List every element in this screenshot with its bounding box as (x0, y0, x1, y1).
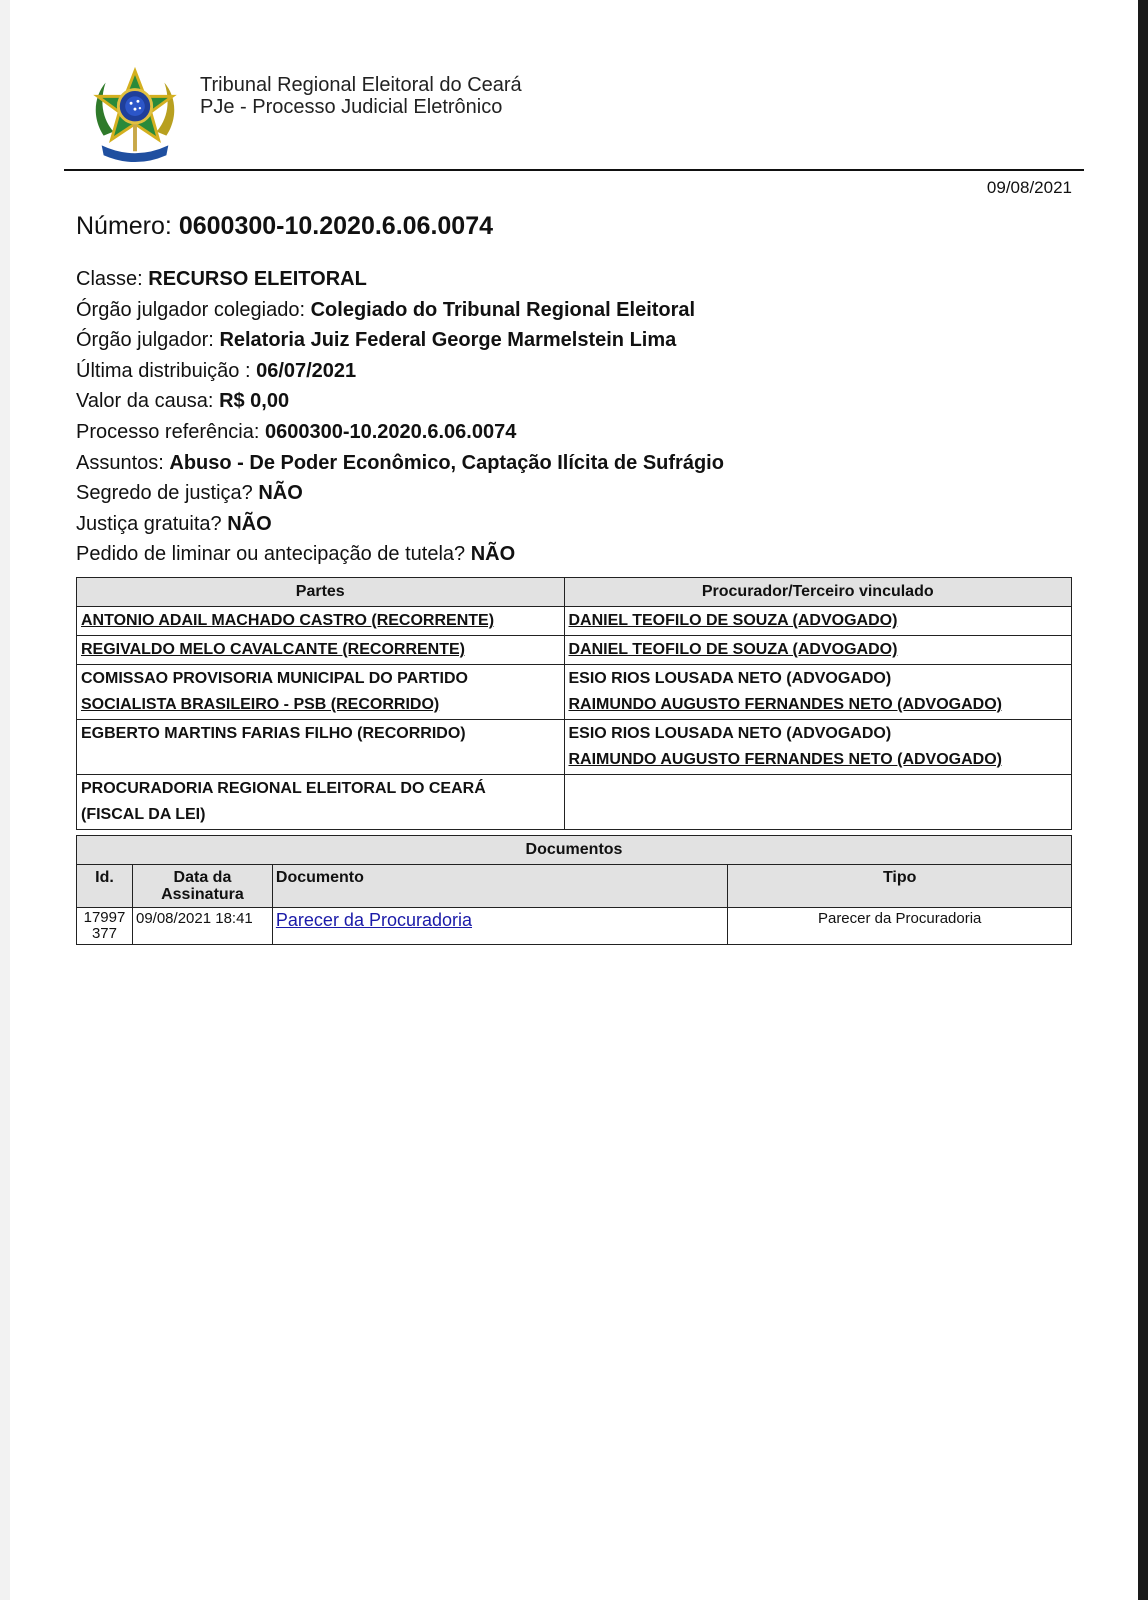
document-type: Parecer da Procuradoria (728, 908, 1072, 945)
page-right-edge (1138, 0, 1148, 1600)
process-number (76, 212, 493, 241)
field-value: Abuso - De Poder Econômico, Captação Ilícita de Sufrágio (169, 451, 724, 474)
field-label: Classe: (76, 268, 143, 290)
org-line-tribunal: Tribunal Regional Eleitoral do Ceará (200, 74, 522, 96)
field-valor-causa (76, 386, 1076, 417)
attorney-cell (564, 607, 1072, 636)
org-line-pje: PJe - Processo Judicial Eletrônico (200, 96, 503, 118)
field-pedido-liminar (76, 539, 1076, 570)
party-name: PROCURADORIA REGIONAL ELEITORAL DO CEARÁ (81, 780, 486, 797)
document-link[interactable]: Parecer da Procuradoria (275, 910, 473, 930)
table-row (77, 775, 1072, 830)
field-label: Segredo de justiça? (76, 482, 253, 505)
organization-name (200, 74, 522, 118)
parties-table (76, 577, 1072, 830)
field-value: Relatoria Juiz Federal George Marmelstein Lima (219, 329, 677, 352)
attorney-cell-empty (564, 775, 1072, 830)
party-name-cont: (FISCAL DA LEI) (81, 806, 206, 823)
table-row (77, 607, 1072, 636)
attorney-cell (564, 720, 1072, 775)
table-row (77, 636, 1072, 665)
field-assuntos (76, 448, 1076, 479)
party-cell (77, 636, 565, 665)
attorney-name: ESIO RIOS LOUSADA NETO (ADVOGADO) (568, 670, 892, 687)
field-value: 06/07/2021 (256, 359, 357, 382)
col-data-line2: Assinatura (161, 886, 244, 903)
field-label: Órgão julgador colegiado: (76, 298, 306, 321)
field-classe (76, 264, 1076, 295)
party-cell (77, 607, 565, 636)
field-label: Pedido de liminar ou antecipação de tutela? (76, 543, 466, 566)
party-name: ANTONIO ADAIL MACHADO CASTRO (RECORRENTE) (81, 612, 495, 629)
process-number-label: Número: (76, 212, 172, 240)
field-processo-referencia (76, 417, 1076, 448)
attorney-header: Procurador/Terceiro vinculado (564, 578, 1072, 607)
header-divider (64, 169, 1084, 171)
document-cell (272, 908, 727, 945)
col-data-assinatura (132, 865, 272, 908)
party-cell (77, 775, 565, 830)
attorney-name: RAIMUNDO AUGUSTO FERNANDES NETO (ADVOGADO) (568, 751, 1002, 768)
party-name: REGIVALDO MELO CAVALCANTE (RECORRENTE) (81, 641, 465, 658)
party-cell (77, 665, 565, 720)
document-id (77, 908, 133, 945)
brazil-coat-of-arms-icon (86, 66, 184, 166)
table-row (77, 720, 1072, 775)
field-label: Justiça gratuita? (76, 512, 222, 535)
col-documento: Documento (272, 865, 727, 908)
attorney-cell (564, 665, 1072, 720)
field-value: 0600300-10.2020.6.06.0074 (264, 420, 517, 443)
parties-header: Partes (77, 578, 565, 607)
field-label: Assuntos: (76, 451, 164, 474)
col-id: Id. (77, 865, 133, 908)
document-date: 09/08/2021 (986, 178, 1072, 197)
field-value: NÃO (470, 543, 516, 566)
attorney-name: DANIEL TEOFILO DE SOUZA (ADVOGADO) (568, 641, 898, 658)
field-value: NÃO (258, 482, 303, 505)
attorney-name: RAIMUNDO AUGUSTO FERNANDES NETO (ADVOGADO) (568, 696, 1002, 713)
attorney-cell (564, 636, 1072, 665)
document-id-line1: 17997 (83, 909, 126, 926)
field-value: Colegiado do Tribunal Regional Eleitoral (310, 298, 696, 321)
field-value: RECURSO ELEITORAL (148, 268, 367, 290)
table-row (77, 908, 1072, 945)
field-ultima-distribuicao (76, 356, 1076, 387)
document-header (86, 64, 1086, 174)
documents-title: Documentos (77, 836, 1072, 865)
party-name: EGBERTO MARTINS FARIAS FILHO (RECORRIDO) (81, 725, 466, 742)
document-date: 09/08/2021 18:41 (132, 908, 272, 945)
field-orgao-julgador (76, 325, 1076, 356)
field-label: Última distribuição : (76, 359, 251, 382)
process-details (76, 264, 1076, 570)
col-data-line1: Data da (173, 869, 232, 886)
attorney-name: DANIEL TEOFILO DE SOUZA (ADVOGADO) (568, 612, 898, 629)
party-name: COMISSAO PROVISORIA MUNICIPAL DO PARTIDO (81, 670, 468, 687)
process-number-value: 0600300-10.2020.6.06.0074 (178, 212, 494, 240)
field-value: NÃO (227, 512, 272, 535)
field-label: Processo referência: (76, 420, 260, 443)
field-label: Órgão julgador: (76, 329, 214, 352)
field-label: Valor da causa: (76, 390, 214, 413)
field-segredo-justica (76, 478, 1076, 509)
document-id-line2: 377 (91, 925, 117, 942)
documents-table (76, 835, 1072, 945)
party-cell (77, 720, 565, 775)
col-tipo: Tipo (728, 865, 1072, 908)
party-name-cont: SOCIALISTA BRASILEIRO - PSB (RECORRIDO) (81, 696, 440, 713)
attorney-name: ESIO RIOS LOUSADA NETO (ADVOGADO) (568, 725, 892, 742)
table-row (77, 665, 1072, 720)
field-justica-gratuita (76, 509, 1076, 540)
field-value: R$ 0,00 (219, 390, 290, 413)
field-orgao-colegiado (76, 295, 1076, 326)
